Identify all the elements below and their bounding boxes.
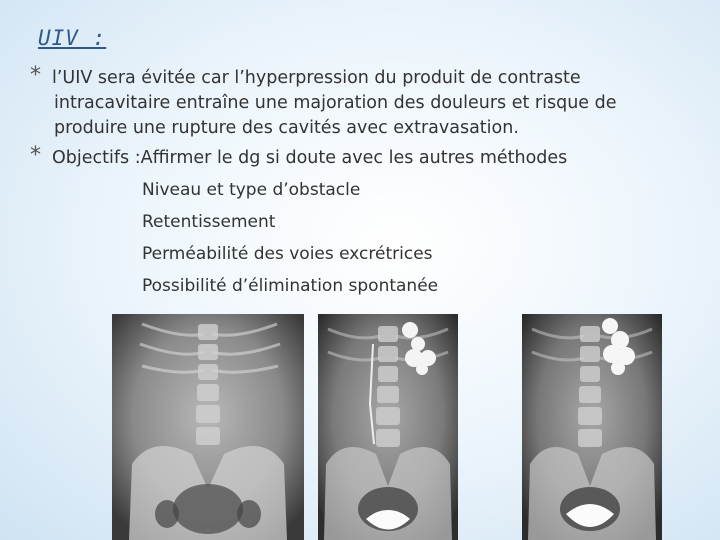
sub-item-4: Possibilité d’élimination spontanée — [142, 276, 439, 296]
bullet-1-line-3: produire une rupture des cavités avec extravasation. — [54, 118, 519, 138]
urogram-xray-1 — [112, 314, 304, 540]
urogram-xray-2 — [318, 314, 458, 540]
bullet-2 — [30, 143, 670, 171]
sub-item-1: Niveau et type d’obstacle — [142, 180, 361, 200]
bullet-1-line-2: intracavitaire entraîne une majoration des douleurs et risque de — [54, 93, 617, 113]
bullet-star-icon: * — [30, 143, 41, 168]
sub-item-2: Retentissement — [142, 212, 276, 232]
slide-title: UIV : — [38, 26, 107, 50]
bullet-1-line-1: l’UIV sera évitée car l’hyperpression du produit de contraste — [52, 68, 581, 88]
bullet-star-icon: * — [30, 63, 41, 88]
urogram-xray-3 — [522, 314, 662, 540]
bullet-1 — [30, 63, 670, 141]
sub-item-3: Perméabilité des voies excrétrices — [142, 244, 433, 264]
bullet-2-line-1: Objectifs :Affirmer le dg si doute avec les autres méthodes — [52, 148, 568, 168]
